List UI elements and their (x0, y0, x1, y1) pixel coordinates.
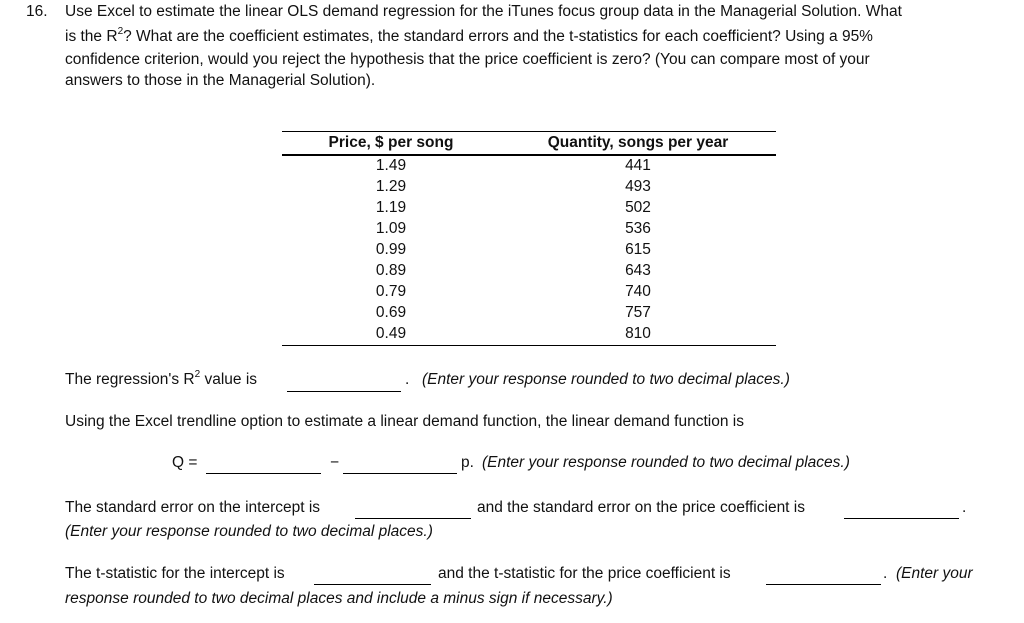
question-line-2-post: ? What are the coefficient estimates, the standard errors and the t-statistics for each coefficient? Using a 95% (123, 28, 873, 45)
price-cell: 0.99 (375, 241, 407, 258)
price-cell: 1.19 (375, 199, 407, 217)
se-intercept-label: The standard error on the intercept is (65, 499, 321, 516)
question-r2-superscript: 2 (117, 26, 124, 37)
r2-dot: . (405, 371, 410, 388)
r2-label-post: value is (200, 371, 258, 388)
price-cell: 0.89 (375, 261, 407, 279)
se-dot: . (962, 499, 967, 516)
table-row (282, 260, 776, 281)
question-number: 16. (26, 3, 48, 20)
se-price-answer-blank[interactable] (844, 518, 959, 519)
table-row (282, 219, 776, 240)
question-line-1: Use Excel to estimate the linear OLS demand regression for the iTunes focus group data in the Managerial Solution. What (65, 3, 902, 20)
quantity-cell: 757 (625, 303, 651, 321)
table-header (282, 132, 776, 156)
price-cell: 1.09 (375, 220, 407, 238)
quantity-cell: 615 (625, 241, 651, 258)
data-table (282, 131, 776, 346)
tstat-price-answer-blank[interactable] (766, 584, 881, 585)
tstat-intercept-label: The t-statistic for the intercept is (65, 565, 285, 582)
r2-answer-blank[interactable] (287, 391, 401, 392)
tstat-dot: . (883, 565, 888, 582)
quantity-cell: 740 (625, 282, 651, 300)
table-row (282, 177, 776, 198)
price-cell: 1.49 (375, 157, 407, 175)
price-cell: 0.49 (375, 324, 407, 342)
tstat-price-label: and the t-statistic for the price coefficient is (438, 565, 731, 582)
se-price-label: and the standard error on the price coefficient is (477, 499, 805, 516)
table-row (282, 323, 776, 344)
se-intercept-answer-blank[interactable] (355, 518, 471, 519)
quantity-cell: 441 (625, 157, 651, 175)
table-row (282, 240, 776, 261)
equation-hint: (Enter your response rounded to two decimal places.) (482, 454, 850, 471)
equation-q-label: Q = (172, 454, 198, 471)
slope-answer-blank[interactable] (343, 473, 457, 474)
price-cell: 0.79 (375, 282, 407, 300)
question-line-3: confidence criterion, would you reject the hypothesis that the price coefficient is zero? (You can compare most of your (65, 51, 870, 68)
question-line-2-pre: is the R (65, 28, 118, 45)
header-price: Price, $ per song (328, 134, 454, 151)
quantity-cell: 810 (625, 324, 651, 342)
quantity-cell: 643 (625, 261, 651, 279)
header-quantity: Quantity, songs per year (547, 134, 729, 151)
equation-p-label: p. (461, 454, 474, 471)
price-cell: 1.29 (375, 178, 407, 196)
trendline-text: Using the Excel trendline option to estimate a linear demand function, the linear demand function is (65, 413, 744, 430)
table-row (282, 156, 776, 177)
quantity-cell: 493 (625, 178, 651, 196)
quantity-cell: 502 (625, 199, 651, 217)
table-row (282, 198, 776, 219)
tstat-intercept-answer-blank[interactable] (314, 584, 431, 585)
question-line-2 (65, 28, 873, 46)
se-hint: (Enter your response rounded to two decimal places.) (65, 523, 433, 540)
table-body (282, 156, 776, 344)
price-cell: 0.69 (375, 303, 407, 321)
table-row (282, 302, 776, 323)
r2-hint: (Enter your response rounded to two decimal places.) (422, 371, 790, 388)
r2-label-pre: The regression's R (65, 371, 195, 388)
equation-minus: − (330, 454, 340, 471)
intercept-answer-blank[interactable] (206, 473, 321, 474)
table-bottom-rule (282, 345, 776, 346)
tstat-hint-1: (Enter your (896, 565, 973, 582)
r2-superscript: 2 (194, 369, 201, 380)
table-row (282, 281, 776, 302)
r2-label (65, 371, 257, 389)
question-line-4: answers to those in the Managerial Solution). (65, 72, 376, 89)
tstat-hint-2: response rounded to two decimal places and include a minus sign if necessary.) (65, 590, 613, 607)
quantity-cell: 536 (625, 220, 651, 238)
